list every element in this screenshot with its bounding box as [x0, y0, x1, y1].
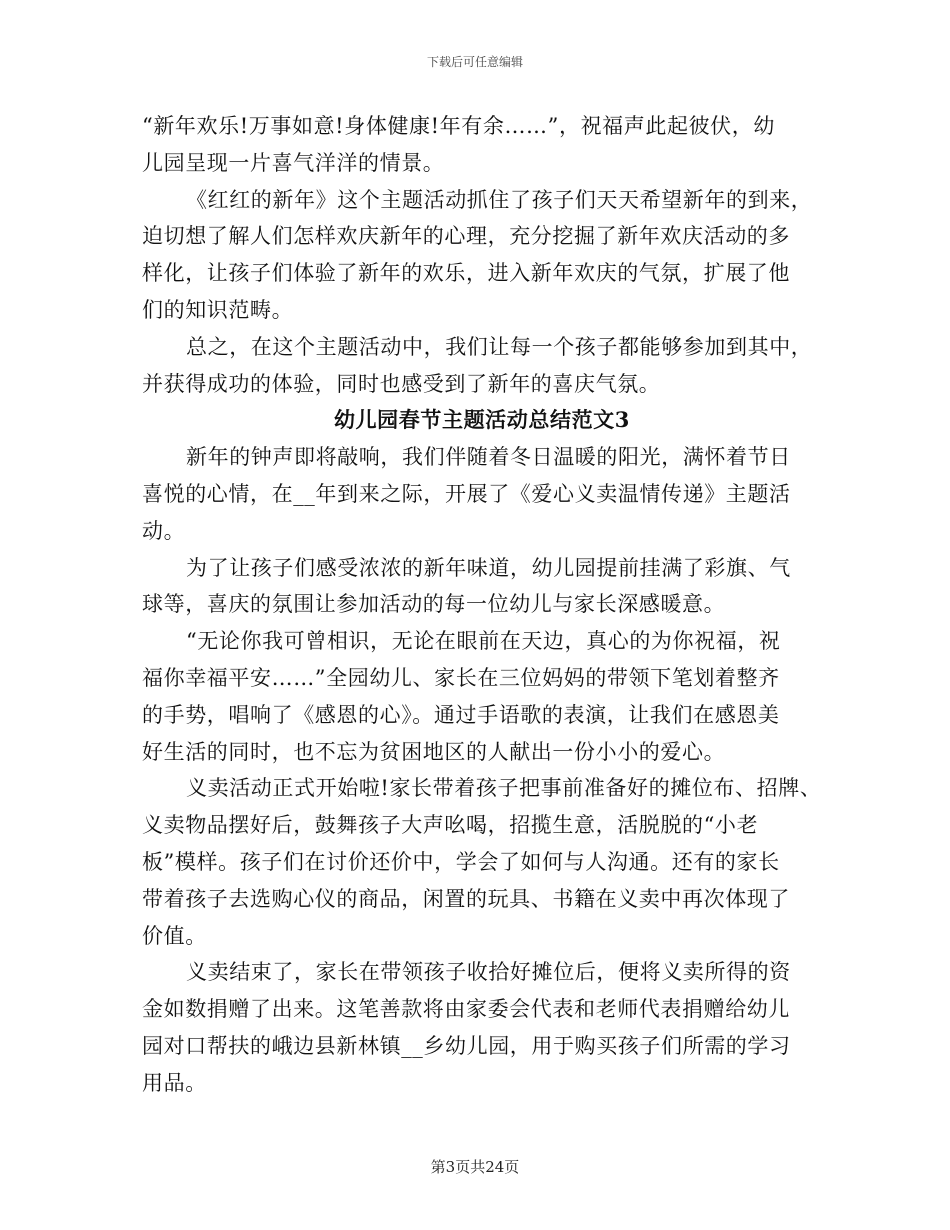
body-line: “无论你我可曾相识，无论在眼前在天边，真心的为你祝福，祝	[186, 629, 781, 654]
body-line: “新年欢乐!万事如意!身体健康!年有余……”，祝福声此起彼伏，幼	[142, 114, 775, 138]
body-line: 价值。	[142, 923, 207, 948]
body-line: 板”模样。孩子们在讨价还价中，学会了如何与人沟通。还有的家长	[142, 849, 780, 874]
body-line: 的手势，唱响了《感恩的心》。通过手语歌的表演，让我们在感恩美	[142, 702, 780, 727]
section-title: 幼儿园春节主题活动总结范文3	[333, 407, 630, 433]
body-line: 儿园呈现一片喜气洋洋的情景。	[142, 150, 445, 175]
body-line: 动。	[142, 518, 186, 543]
body-line: 金如数捐赠了出来。这笔善款将由家委会代表和老师代表捐赠给幼儿	[142, 997, 790, 1022]
body-line: 喜悦的心情，在__年到来之际，开展了《爱心义卖温情传递》主题活	[142, 481, 791, 506]
page-number: 第3页共24页	[430, 1158, 520, 1176]
body-line: 福你幸福平安……”全园幼儿、家长在三位妈妈的带领下笔划着整齐	[142, 665, 780, 690]
page-header: 下载后可任意编辑	[426, 55, 523, 69]
body-line: 带着孩子去选购心仪的商品，闲置的玩具、书籍在义卖中再次体现了	[142, 886, 790, 911]
body-line: 义卖物品摆好后，鼓舞孩子大声吆喝，招揽生意，活脱脱的“小老	[142, 813, 759, 838]
document-body	[142, 108, 822, 1102]
body-line: 《红红的新年》这个主题活动抓住了孩子们天天希望新年的到来，	[186, 187, 813, 212]
body-line: 园对口帮扶的峨边县新林镇__乡幼儿园，用于购买孩子们所需的学习	[142, 1033, 791, 1058]
body-line: 球等，喜庆的氛围让参加活动的每一位幼儿与家长深感暖意。	[142, 592, 726, 617]
body-line: 好生活的同时，也不忘为贫困地区的人献出一份小小的爱心。	[142, 739, 726, 764]
body-line: 义卖活动正式开始啦!家长带着孩子把事前准备好的摊位布、招牌、	[186, 776, 822, 801]
body-line: 新年的钟声即将敲响，我们伴随着冬日温暖的阳光，满怀着节日	[186, 445, 791, 470]
body-line: 义卖结束了，家长在带领孩子收拾好摊位后，便将义卖所得的资	[186, 960, 791, 985]
body-line: 们的知识范畴。	[142, 297, 294, 322]
body-line: 用品。	[142, 1070, 207, 1095]
body-line: 为了让孩子们感受浓浓的新年味道，幼儿园提前挂满了彩旗、气	[186, 555, 791, 580]
body-line: 迫切想了解人们怎样欢庆新年的心理，充分挖掘了新年欢庆活动的多	[142, 224, 790, 249]
body-line: 并获得成功的体验，同时也感受到了新年的喜庆气氛。	[142, 371, 661, 396]
body-line: 总之，在这个主题活动中，我们让每一个孩子都能够参加到其中，	[186, 334, 813, 359]
body-line: 样化，让孩子们体验了新年的欢乐，进入新年欢庆的气氛，扩展了他	[142, 261, 790, 286]
